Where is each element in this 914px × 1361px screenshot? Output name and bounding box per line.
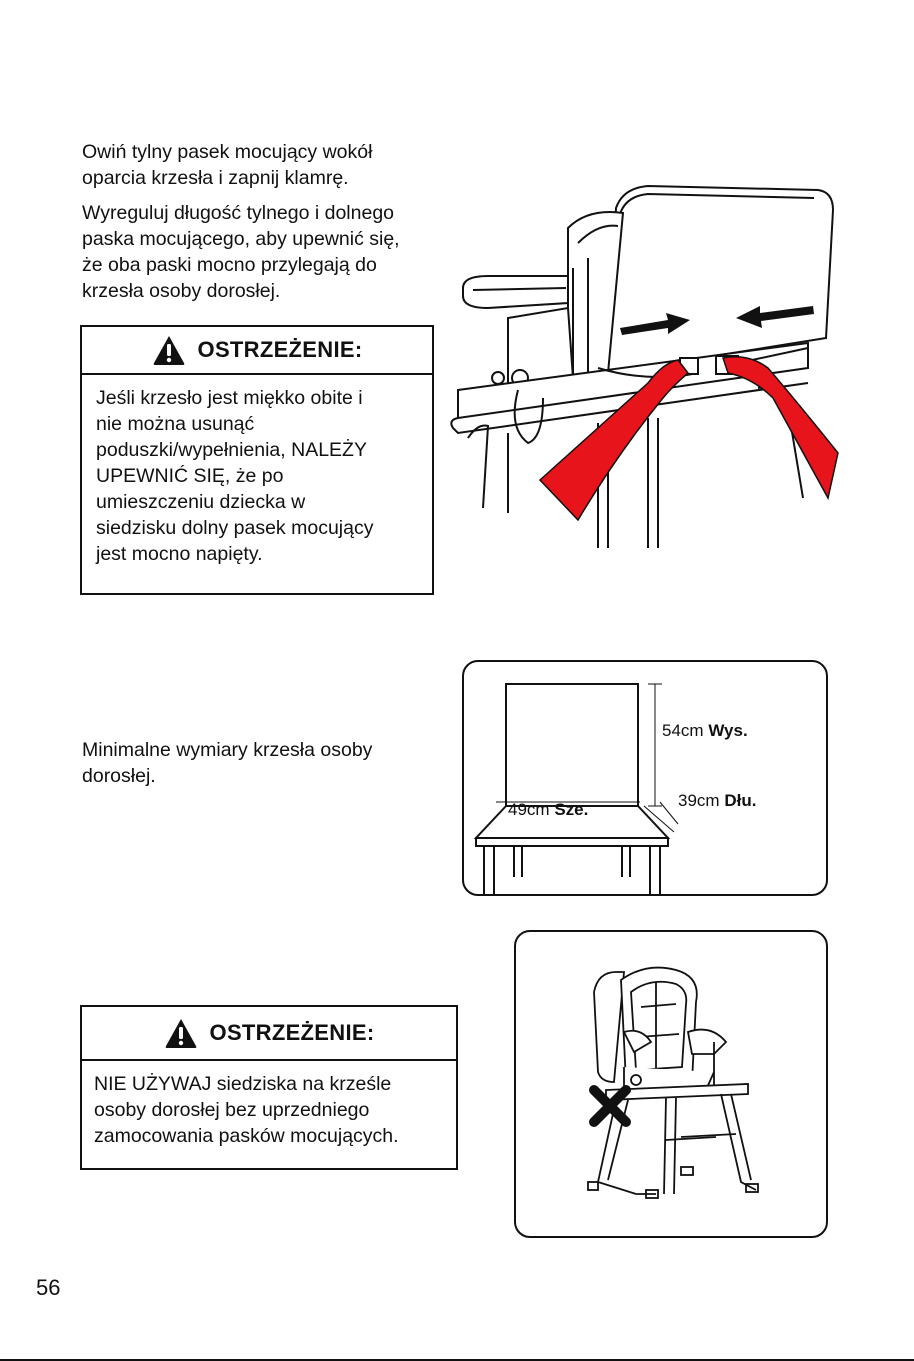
text-line: siedzisku dolny pasek mocujący	[96, 517, 374, 539]
dimensions-diagram	[464, 662, 828, 896]
instruction-min-dimensions	[82, 737, 442, 789]
text-line: osoby dorosłej bez uprzedniego	[94, 1099, 370, 1121]
warning-header	[82, 1007, 456, 1061]
depth-value: 39cm	[678, 791, 720, 810]
height-value: 54cm	[662, 721, 704, 740]
warning-header	[82, 327, 432, 375]
prohibited-use-panel	[514, 930, 828, 1238]
text-line: paska mocującego, aby upewnić się,	[82, 228, 400, 250]
warning-title: OSTRZEŻENIE:	[209, 1020, 375, 1045]
svg-text:39cm Dłu.	[678, 791, 756, 810]
text-line: nie można usunąć	[96, 413, 255, 435]
width-value: 49cm	[508, 800, 550, 819]
illustration-buckle-strap	[448, 168, 848, 558]
warning-triangle-icon	[152, 334, 186, 366]
height-label: Wys.	[708, 721, 748, 740]
text-line: Owiń tylny pasek mocujący wokół	[82, 141, 373, 163]
svg-text:49cm Sze.	[508, 800, 588, 819]
warning-title: OSTRZEŻENIE:	[197, 337, 363, 362]
text-line: Jeśli krzesło jest miękko obite i	[96, 387, 363, 409]
warning-body	[82, 1061, 456, 1159]
text-line: NIE UŻYWAJ siedziska na krześle	[94, 1073, 392, 1095]
text-line: Wyreguluj długość tylnego i dolnego	[82, 202, 395, 224]
instruction-attach-strap	[82, 139, 442, 191]
instruction-adjust-straps	[82, 200, 452, 304]
text-line: UPEWNIĆ SIĘ, że po	[96, 465, 284, 487]
text-line: Minimalne wymiary krzesła osoby	[82, 739, 373, 761]
text-line: jest mocno napięty.	[96, 543, 263, 565]
warning-triangle-icon	[164, 1017, 198, 1049]
warning-body	[82, 375, 432, 577]
svg-text:54cm Wys.	[662, 721, 748, 740]
illustration-no-straps	[516, 932, 828, 1238]
page-number: 56	[36, 1275, 61, 1300]
text-line: zamocowania pasków mocujących.	[94, 1125, 399, 1147]
text-line: że oba paski mocno przylegają do	[82, 254, 377, 276]
text-line: oparcia krzesła i zapnij klamrę.	[82, 167, 349, 189]
width-label: Sze.	[554, 800, 589, 819]
text-line: dorosłej.	[82, 765, 156, 787]
warning-box-padded-chair	[80, 325, 434, 595]
depth-label: Dłu.	[724, 791, 757, 810]
dimensions-panel	[462, 660, 828, 896]
text-line: krzesła osoby dorosłej.	[82, 280, 281, 302]
text-line: umieszczeniu dziecka w	[96, 491, 306, 513]
warning-box-no-straps	[80, 1005, 458, 1170]
text-line: poduszki/wypełnienia, NALEŻY	[96, 439, 367, 461]
